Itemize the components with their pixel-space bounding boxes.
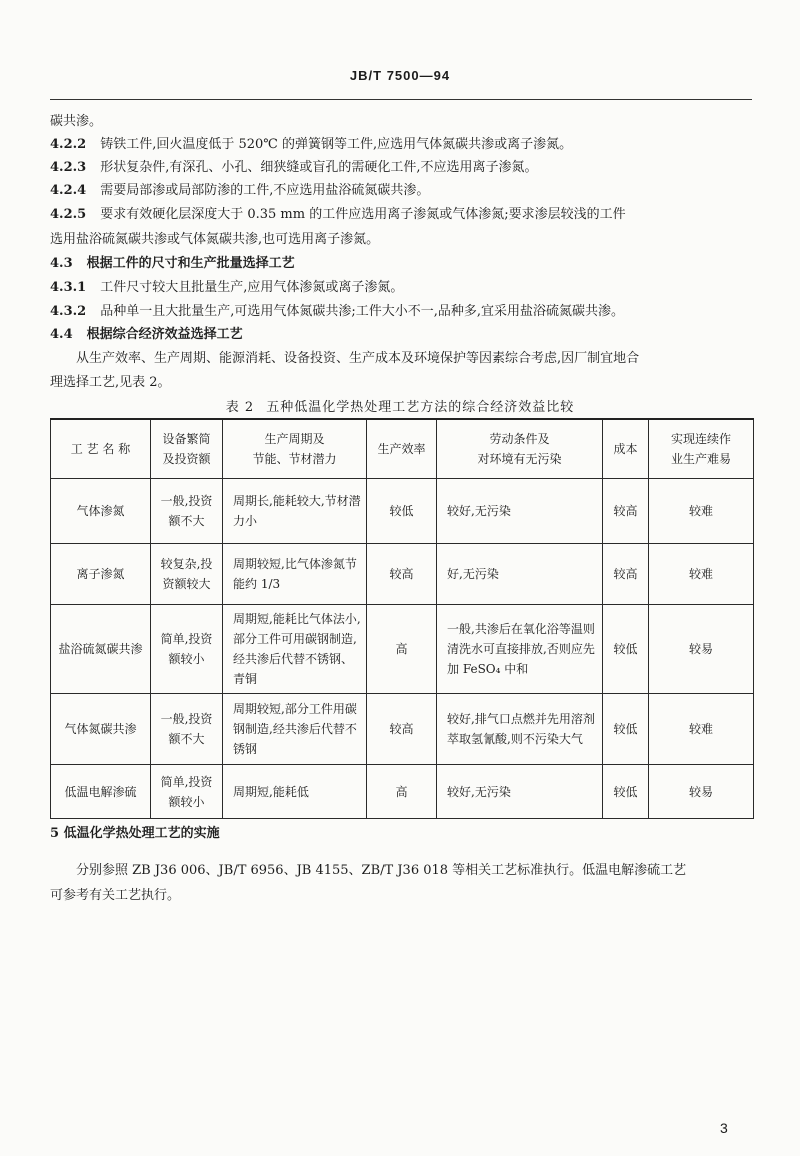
table-cell: 较好,排气口点燃并先用溶剂萃取氢氰酸,则不污染大气	[437, 694, 603, 765]
table-cell: 周期较短,比气体渗氮节能约 1/3	[223, 544, 367, 605]
text-line	[50, 374, 171, 392]
table-cell: 离子渗氮	[51, 544, 151, 605]
table-cell: 一般,共渗后在氧化浴等温则清洗水可直接排放,否则应先加 FeSO₄ 中和	[437, 605, 603, 694]
table-cell: 高	[367, 765, 437, 819]
table-cell: 较难	[649, 694, 754, 765]
table-cell: 较难	[649, 479, 754, 544]
section-4-4-heading	[50, 326, 243, 344]
table-cell: 较高	[367, 694, 437, 765]
clause-4-3-1	[50, 279, 403, 297]
table-row	[51, 694, 754, 765]
clause-text: 工件尺寸较大且批量生产,应用气体渗氮或离子渗氮。	[100, 280, 404, 295]
column-header: 实现连续作 业生产难易	[649, 419, 754, 479]
table-cell: 盐浴硫氮碳共渗	[51, 605, 151, 694]
clause-number: 4.3	[50, 256, 73, 271]
table-cell: 较好,无污染	[437, 765, 603, 819]
table-row	[51, 605, 754, 694]
table-cell: 较低	[603, 605, 649, 694]
caption-label: 表 2	[225, 400, 255, 415]
table-cell: 简单,投资额较小	[151, 765, 223, 819]
clause-4-2-5	[50, 206, 626, 224]
table-cell: 简单,投资额较小	[151, 605, 223, 694]
heading-text: 根据综合经济效益选择工艺	[86, 327, 243, 342]
header-rule	[50, 99, 752, 100]
table-cell: 较高	[367, 544, 437, 605]
clause-4-2-2	[50, 136, 572, 154]
table-cell: 较难	[649, 544, 754, 605]
table-caption	[0, 396, 800, 415]
text-line	[50, 231, 379, 249]
caption-title: 五种低温化学热处理工艺方法的综合经济效益比较	[266, 400, 575, 415]
clause-text: 品种单一且大批量生产,可选用气体氮碳共渗;工件大小不一,品种多,宜采用盐浴硫氮碳共渗。	[100, 304, 624, 319]
page-number: 3	[720, 1120, 728, 1136]
table-cell: 较易	[649, 605, 754, 694]
table-cell: 较高	[603, 544, 649, 605]
table-cell: 高	[367, 605, 437, 694]
column-header: 生产效率	[367, 419, 437, 479]
table-cell: 气体氮碳共渗	[51, 694, 151, 765]
heading-text: 根据工件的尺寸和生产批量选择工艺	[86, 256, 295, 271]
column-header: 工 艺 名 称	[51, 419, 151, 479]
clause-number: 4.2.2	[50, 137, 87, 152]
clause-number: 4.3.2	[50, 304, 87, 319]
table-cell: 气体渗氮	[51, 479, 151, 544]
table-cell: 周期短,能耗比气体法小,部分工件可用碳钢制造,经共渗后代替不锈钢、青铜	[223, 605, 367, 694]
table-cell: 好,无污染	[437, 544, 603, 605]
line-text: 碳共渗。	[50, 114, 103, 129]
table-cell: 较易	[649, 765, 754, 819]
table-row	[51, 544, 754, 605]
text-line	[50, 113, 102, 131]
table-cell: 一般,投资额不大	[151, 479, 223, 544]
section-5-paragraph-line: 可参考有关工艺执行。	[50, 888, 181, 903]
table-cell: 较高	[603, 479, 649, 544]
line-text: 理选择工艺,见表 2。	[50, 375, 171, 390]
table-row	[51, 765, 754, 819]
table-cell: 较低	[367, 479, 437, 544]
table-cell: 较低	[603, 765, 649, 819]
clause-text: 铸铁工件,回火温度低于 520℃ 的弹簧钢等工件,应选用气体氮碳共渗或离子渗氮。	[100, 137, 573, 152]
table-cell: 一般,投资额不大	[151, 694, 223, 765]
column-header: 设备繁简 及投资额	[151, 419, 223, 479]
line-text: 选用盐浴硫氮碳共渗或气体氮碳共渗,也可选用离子渗氮。	[50, 232, 380, 247]
table-cell: 较低	[603, 694, 649, 765]
column-header: 生产周期及 节能、节材潜力	[223, 419, 367, 479]
table-cell: 周期长,能耗较大,节材潜力小	[223, 479, 367, 544]
clause-number: 4.4	[50, 327, 73, 342]
table-cell: 周期较短,部分工件用碳钢制造,经共渗后代替不锈钢	[223, 694, 367, 765]
table-row	[51, 479, 754, 544]
section-4-3-heading	[50, 255, 295, 273]
clause-4-2-3	[50, 159, 537, 177]
clause-number: 4.2.4	[50, 183, 87, 198]
clause-number: 4.2.5	[50, 207, 87, 222]
column-header: 劳动条件及 对环境有无污染	[437, 419, 603, 479]
column-header: 成本	[603, 419, 649, 479]
table-cell: 低温电解渗硫	[51, 765, 151, 819]
text-line	[76, 350, 639, 368]
clause-4-2-4	[50, 182, 429, 200]
comparison-table	[50, 418, 754, 819]
clause-text: 要求有效硬化层深度大于 0.35 mm 的工件应选用离子渗氮或气体渗氮;要求渗层较浅的工件	[100, 207, 626, 222]
section-5-heading: 5 低温化学热处理工艺的实施	[50, 826, 220, 841]
table-header-row	[51, 419, 754, 479]
page-header: JB/T 7500—94	[349, 68, 451, 83]
section-5-paragraph-line: 分别参照 ZB J36 006、JB/T 6956、JB 4155、ZB/T J36 018 等相关工艺标准执行。低温电解渗硫工艺	[76, 863, 687, 878]
clause-text: 需要局部渗或局部防渗的工件,不应选用盐浴硫氮碳共渗。	[100, 183, 430, 198]
line-text: 从生产效率、生产周期、能源消耗、设备投资、生产成本及环境保护等因素综合考虑,因厂制宜地合	[76, 351, 640, 366]
clause-number: 4.2.3	[50, 160, 87, 175]
table-cell: 较复杂,投资额较大	[151, 544, 223, 605]
table-cell: 较好,无污染	[437, 479, 603, 544]
clause-4-3-2	[50, 303, 624, 321]
clause-text: 形状复杂件,有深孔、小孔、细狭缝或盲孔的需硬化工件,不应选用离子渗氮。	[100, 160, 538, 175]
table-cell: 周期短,能耗低	[223, 765, 367, 819]
clause-number: 4.3.1	[50, 280, 87, 295]
